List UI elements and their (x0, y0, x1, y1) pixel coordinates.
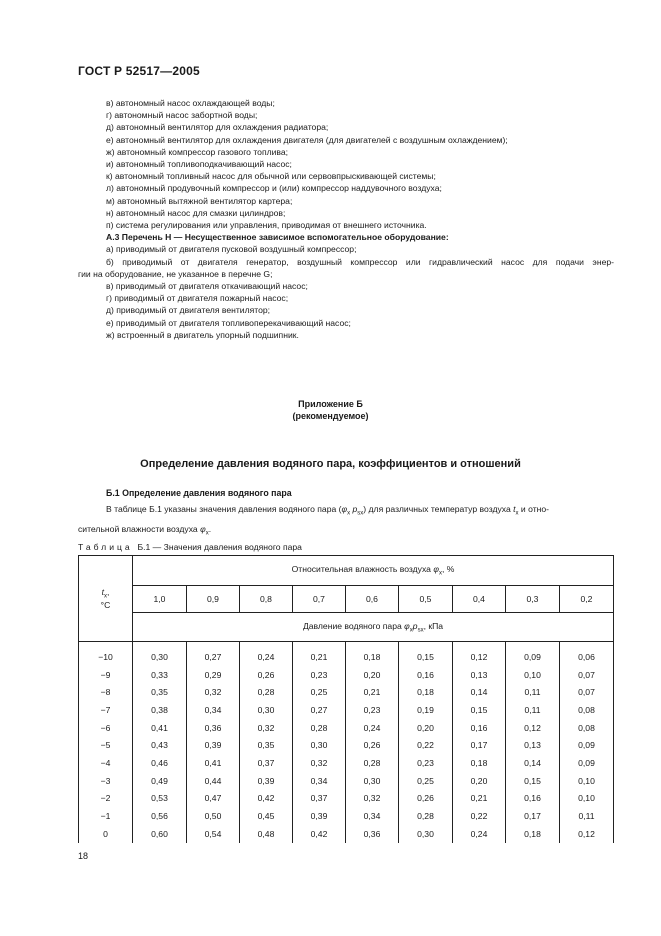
pressure-cell: 0,24 (453, 825, 506, 843)
list-item: ж) автономный компрессор газового топлива; (106, 146, 289, 157)
pressure-cell: 0,39 (187, 736, 240, 754)
rh-value-header: 0,7 (293, 586, 346, 613)
list-item: н) автономный насос для смазки цилиндров; (106, 207, 286, 218)
pressure-cell: 0,20 (399, 719, 453, 737)
list-item: е) автономный вентилятор для охлаждения двигателя (для двигателей с воздушным охлаждением); (106, 134, 508, 145)
section-title: Определение давления водяного пара, коэффициентов и отношений (140, 458, 521, 470)
paragraph (78, 502, 614, 541)
pressure-cell: 0,08 (560, 701, 614, 719)
pressure-cell: 0,34 (346, 807, 399, 825)
pressure-cell: 0,60 (133, 825, 187, 843)
pressure-cell: 0,42 (240, 790, 293, 808)
table-row (79, 807, 614, 825)
pressure-cell: 0,16 (399, 666, 453, 684)
pressure-cell: 0,15 (399, 648, 453, 666)
temperature-cell: −1 (79, 807, 133, 825)
pressure-cell: 0,18 (506, 825, 560, 843)
appendix-title: Приложение Б (298, 399, 363, 409)
list-item: ж) встроенный в двигатель упорный подшипник. (106, 329, 299, 340)
rh-value-header: 1,0 (133, 586, 187, 613)
pressure-cell: 0,41 (187, 754, 240, 772)
pressure-cell: 0,20 (346, 666, 399, 684)
rh-value-header: 0,5 (399, 586, 453, 613)
pressure-cell: 0,34 (187, 701, 240, 719)
pressure-cell: 0,28 (399, 807, 453, 825)
pressure-cell: 0,53 (133, 790, 187, 808)
pressure-cell: 0,17 (453, 736, 506, 754)
temperature-cell: −7 (79, 701, 133, 719)
pressure-cell: 0,28 (346, 754, 399, 772)
pressure-cell: 0,39 (240, 772, 293, 790)
temperature-cell: −2 (79, 790, 133, 808)
pressure-cell: 0,43 (133, 736, 187, 754)
rh-header: Относительная влажность воздуха $\varphi_x$, % (133, 556, 614, 586)
pressure-cell: 0,35 (240, 736, 293, 754)
pressure-cell: 0,10 (560, 790, 614, 808)
pressure-cell: 0,24 (240, 648, 293, 666)
appendix-heading (0, 398, 661, 422)
pressure-cell: 0,19 (399, 701, 453, 719)
table-row (79, 648, 614, 666)
pressure-cell: 0,18 (346, 648, 399, 666)
pressure-cell: 0,56 (133, 807, 187, 825)
rh-value-header: 0,6 (346, 586, 399, 613)
list-item: г) автономный насос забортной воды; (106, 110, 258, 121)
list-item: в) автономный насос охлаждающей воды; (106, 98, 275, 108)
paragraph-line: В таблице Б.1 указаны значения давления водяного пара ($\varphi_x$ $p_{sx}$) для различных температур воздуха $t_x$ и отно- (106, 504, 550, 517)
rh-value-header: 0,3 (506, 586, 560, 613)
pressure-cell: 0,26 (399, 790, 453, 808)
list-item: в) приводимый от двигателя откачивающий насос; (106, 281, 308, 292)
pressure-cell: 0,25 (293, 683, 346, 701)
pressure-cell: 0,39 (293, 807, 346, 825)
list-item: л) автономный продувочный компрессор и (или) компрессор наддувочного воздуха; (106, 183, 442, 194)
pressure-header: Давление водяного пара $\varphi_xp_{sx}$, кПа (133, 613, 614, 642)
list-item: б) приводимый от двигателя генератор, воздушный компрессор или гидравлический насос для подачи энер- (106, 256, 614, 267)
pressure-cell: 0,12 (453, 648, 506, 666)
rh-value-header: 0,2 (560, 586, 614, 613)
list-item: д) приводимый от двигателя вентилятор; (106, 305, 271, 316)
pressure-cell: 0,22 (399, 736, 453, 754)
paragraph-line: сительной влажности воздуха $\varphi_x$. (78, 523, 212, 537)
table-row (79, 701, 614, 719)
pressure-cell: 0,41 (133, 719, 187, 737)
table-row (79, 754, 614, 772)
pressure-cell: 0,11 (560, 807, 614, 825)
pressure-cell: 0,24 (346, 719, 399, 737)
pressure-cell: 0,12 (560, 825, 614, 843)
vapor-pressure-table (78, 555, 614, 843)
pressure-cell: 0,11 (506, 701, 560, 719)
list-item: и) автономный топливоподкачивающий насос; (106, 159, 292, 170)
pressure-cell: 0,08 (560, 719, 614, 737)
table-row (79, 666, 614, 684)
pressure-cell: 0,36 (346, 825, 399, 843)
temperature-cell: −10 (79, 648, 133, 666)
pressure-cell: 0,25 (399, 772, 453, 790)
temperature-cell: −5 (79, 736, 133, 754)
subsection-title: Б.1 Определение давления водяного пара (106, 488, 292, 498)
list-item: е) приводимый от двигателя топливоперекачивающий насос; (106, 317, 351, 328)
pressure-cell: 0,48 (240, 825, 293, 843)
pressure-cell: 0,33 (133, 666, 187, 684)
pressure-cell: 0,37 (240, 754, 293, 772)
table-row (79, 790, 614, 808)
list-item: г) приводимый от двигателя пожарный насос; (106, 293, 289, 304)
pressure-cell: 0,35 (133, 683, 187, 701)
pressure-cell: 0,45 (240, 807, 293, 825)
pressure-cell: 0,27 (293, 701, 346, 719)
pressure-cell: 0,32 (240, 719, 293, 737)
pressure-cell: 0,14 (506, 754, 560, 772)
rh-value-header: 0,9 (187, 586, 240, 613)
pressure-cell: 0,30 (293, 736, 346, 754)
temperature-cell: −4 (79, 754, 133, 772)
pressure-cell: 0,44 (187, 772, 240, 790)
table-row (79, 736, 614, 754)
pressure-cell: 0,28 (293, 719, 346, 737)
pressure-cell: 0,22 (453, 807, 506, 825)
temperature-cell: 0 (79, 825, 133, 843)
pressure-cell: 0,26 (240, 666, 293, 684)
section-heading-a3: А.3 Перечень Н — Несущественное зависимое вспомогательное оборудование: (106, 232, 449, 243)
pressure-cell: 0,27 (187, 648, 240, 666)
pressure-cell: 0,34 (293, 772, 346, 790)
pressure-cell: 0,16 (506, 790, 560, 808)
pressure-cell: 0,18 (453, 754, 506, 772)
table-row (79, 825, 614, 843)
list-item: а) приводимый от двигателя пусковой воздушный компрессор; (106, 244, 357, 255)
pressure-cell: 0,30 (346, 772, 399, 790)
temperature-cell: −8 (79, 683, 133, 701)
pressure-cell: 0,32 (187, 683, 240, 701)
pressure-cell: 0,38 (133, 701, 187, 719)
pressure-cell: 0,12 (506, 719, 560, 737)
pressure-cell: 0,32 (346, 790, 399, 808)
table-caption: Таблица Б.1 — Значения давления водяного пара (78, 542, 302, 552)
pressure-cell: 0,21 (293, 648, 346, 666)
list-item: п) система регулирования или управления, приводимая от внешнего источника. (106, 220, 427, 231)
list-item: м) автономный вытяжной вентилятор картера; (106, 195, 293, 206)
pressure-cell: 0,42 (293, 825, 346, 843)
list-item: к) автономный топливный насос для обычной или сервовпрыскивающей системы; (106, 171, 436, 182)
pressure-cell: 0,16 (453, 719, 506, 737)
pressure-cell: 0,37 (293, 790, 346, 808)
pressure-cell: 0,09 (506, 648, 560, 666)
pressure-cell: 0,30 (399, 825, 453, 843)
pressure-cell: 0,23 (293, 666, 346, 684)
pressure-cell: 0,06 (560, 648, 614, 666)
pressure-cell: 0,26 (346, 736, 399, 754)
corner-header: $t_x$, °C (79, 556, 133, 642)
pressure-cell: 0,30 (240, 701, 293, 719)
pressure-cell: 0,28 (240, 683, 293, 701)
table-row (79, 772, 614, 790)
appendix-subtitle: (рекомендуемое) (292, 411, 369, 421)
pressure-cell: 0,14 (453, 683, 506, 701)
pressure-cell: 0,17 (506, 807, 560, 825)
pressure-cell: 0,30 (133, 648, 187, 666)
pressure-cell: 0,23 (399, 754, 453, 772)
pressure-cell: 0,46 (133, 754, 187, 772)
pressure-cell: 0,10 (560, 772, 614, 790)
page-number: 18 (78, 851, 89, 861)
pressure-cell: 0,54 (187, 825, 240, 843)
pressure-cell: 0,11 (506, 683, 560, 701)
pressure-cell: 0,09 (560, 754, 614, 772)
rh-value-header: 0,4 (453, 586, 506, 613)
pressure-cell: 0,20 (453, 772, 506, 790)
pressure-cell: 0,18 (399, 683, 453, 701)
pressure-cell: 0,29 (187, 666, 240, 684)
list-item-continuation: гии на оборудование, не указанное в перечне G; (78, 268, 273, 279)
pressure-cell: 0,50 (187, 807, 240, 825)
equipment-list (78, 97, 614, 341)
pressure-cell: 0,10 (506, 666, 560, 684)
pressure-cell: 0,32 (293, 754, 346, 772)
document-header: ГОСТ Р 52517—2005 (78, 64, 200, 78)
pressure-cell: 0,23 (346, 701, 399, 719)
pressure-cell: 0,21 (453, 790, 506, 808)
pressure-cell: 0,47 (187, 790, 240, 808)
pressure-cell: 0,07 (560, 666, 614, 684)
pressure-cell: 0,36 (187, 719, 240, 737)
pressure-cell: 0,49 (133, 772, 187, 790)
list-item: д) автономный вентилятор для охлаждения радиатора; (106, 122, 329, 133)
temperature-cell: −9 (79, 666, 133, 684)
table-row (79, 683, 614, 701)
temperature-cell: −3 (79, 772, 133, 790)
pressure-cell: 0,15 (506, 772, 560, 790)
pressure-cell: 0,21 (346, 683, 399, 701)
table-row (79, 719, 614, 737)
pressure-cell: 0,13 (453, 666, 506, 684)
pressure-cell: 0,15 (453, 701, 506, 719)
temperature-cell: −6 (79, 719, 133, 737)
pressure-cell: 0,09 (560, 736, 614, 754)
rh-value-header: 0,8 (240, 586, 293, 613)
pressure-cell: 0,13 (506, 736, 560, 754)
pressure-cell: 0,07 (560, 683, 614, 701)
